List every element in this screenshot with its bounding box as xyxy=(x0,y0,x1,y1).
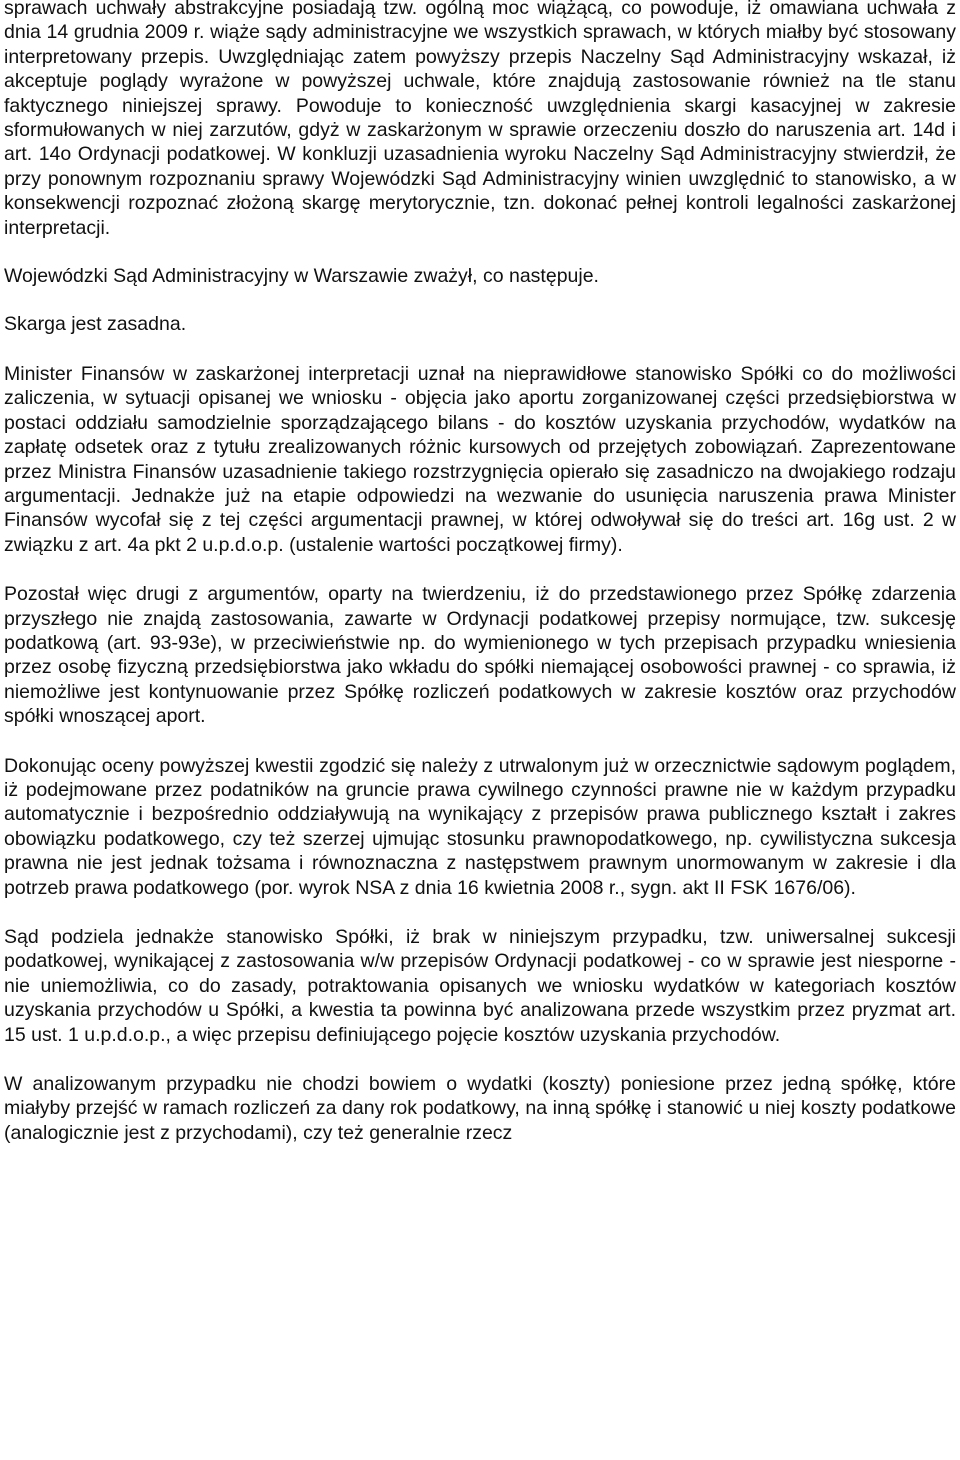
paragraph-continuation: sprawach uchwały abstrakcyjne posiadają tzw. ogólną moc wiążącą, co powoduje, iż omawiana uchwała z dnia 14 grudnia 2009 r. wiąże sądy administracyjne we wszystkich sprawach, w których miałby być stosowany interpretowany przepis. Uwzględniając zatem powyższy przepis Naczelny Sąd Administracyjny wskazał, iż akceptuje poglądy wyrażone w powyższej uchwale, które znajdują zastosowanie również na tle stanu faktycznego niniejszej sprawy. Powoduje to konieczność uwzględnienia skargi kasacyjnej w zakresie sformułowanych w niej zarzutów, gdyż w zaskarżonym w sprawie orzeczeniu doszło do naruszenia art. 14d i art. 14o Ordynacji podatkowej. W konkluzji uzasadnienia wyroku Naczelny Sąd Administracyjny stwierdził, że przy ponownym rozpoznaniu sprawy Wojewódzki Sąd Administracyjny winien uwzględnić to stanowisko, a w konsekwencji rozpoznać złożoną skargę merytorycznie, tzn. dokonać pełnej kontroli legalności zaskarżonej interpretacji. xyxy=(4,0,956,239)
paragraph-second-argument: Pozostał więc drugi z argumentów, oparty na twierdzeniu, iż do przedstawionego przez Spółkę zdarzenia przyszłego nie znajdą zastosowania, zawarte w Ordynacji podatkowej przepisy normujące, tzw. sukcesję podatkową (art. 93-93e), w przeciwieństwie np. do wymienionego w tych przepisach przypadku wniesienia przez osobę fizyczną przedsiębiorstwa jako wkładu do spółki niemającej osobowości prawnej - co sprawia, iż niemożliwe jest kontynuowanie przez Spółkę rozliczeń podatkowych w zakresie kosztów oraz przychodów spółki wnoszącej aport. xyxy=(4,583,956,728)
paragraph-analysed-case: W analizowanym przypadku nie chodzi bowiem o wydatki (koszty) poniesione przez jedną spółkę, które miałyby przejść w ramach rozliczeń za dany rok podatkowy, na inną spółkę i stanowić u niej koszty podatkowe (analogicznie jest z przychodami), czy też generalnie rzecz xyxy=(4,1073,956,1144)
paragraph-assessment: Dokonując oceny powyższej kwestii zgodzić się należy z utrwalonym już w orzecznictwie sądowym poglądem, iż podejmowane przez podatników na gruncie prawa cywilnego czynności prawne nie w każdym przypadku automatycznie i bezpośrednio oddziaływują na wynikający z przepisów prawa publicznego kształt i zakres obowiązku podatkowego, czy też szerzej ujmując stosunku prawnopodatkowego, np. cywilistyczna sukcesja prawna nie jest jednak tożsama i równoznaczna z następstwem prawnym unormowanym w zakresie i dla potrzeb prawa podatkowego (por. wyrok NSA z dnia 16 kwietnia 2008 r., sygn. akt II FSK 1676/06). xyxy=(4,754,956,899)
paragraph-court-agrees: Sąd podziela jednakże stanowisko Spółki, iż brak w niniejszym przypadku, tzw. uniwersalnej sukcesji podatkowej, wynikającej z zastosowania w/w przepisów Ordynacji podatkowej - co w sprawie jest niesporne - nie uniemożliwia, co do zasady, potraktowania opisanych we wniosku wydatków w kategoriach kosztów uzyskania przychodów u Spółki, a kwestia ta powinna być analizowana przede wszystkim przez pryzmat art. 15 ust. 1 u.p.d.o.p., a więc przepisu definiującego pojęcie kosztów uzyskania przychodów. xyxy=(4,926,956,1046)
paragraph-complaint-justified: Skarga jest zasadna. xyxy=(4,313,187,336)
paragraph-court-considered: Wojewódzki Sąd Administracyjny w Warszawie zważył, co następuje. xyxy=(4,265,599,288)
paragraph-minister-finance: Minister Finansów w zaskarżonej interpretacji uznał na nieprawidłowe stanowisko Spółki co do możliwości zaliczenia, w sytuacji opisanej we wniosku - objęcia jako aportu zorganizowanej części przedsiębiorstwa w postaci oddziału samodzielnie sporządzającego bilans - do kosztów uzyskania przychodów, wydatków na zapłatę odsetek oraz z tytułu zrealizowanych różnic kursowych od przejętych zobowiązań. Zaprezentowane przez Ministra Finansów uzasadnienie takiego rozstrzygnięcia opierało się zasadniczo na dwojakiego rodzaju argumentacji. Jednakże już na etapie odpowiedzi na wezwanie do usunięcia naruszenia prawa Minister Finansów wycofał się z tej części argumentacji prawnej, w której odwoływał się do treści art. 16g ust. 2 w związku z art. 4a pkt 2 u.p.d.o.p. (ustalenie wartości początkowej firmy). xyxy=(4,362,956,556)
